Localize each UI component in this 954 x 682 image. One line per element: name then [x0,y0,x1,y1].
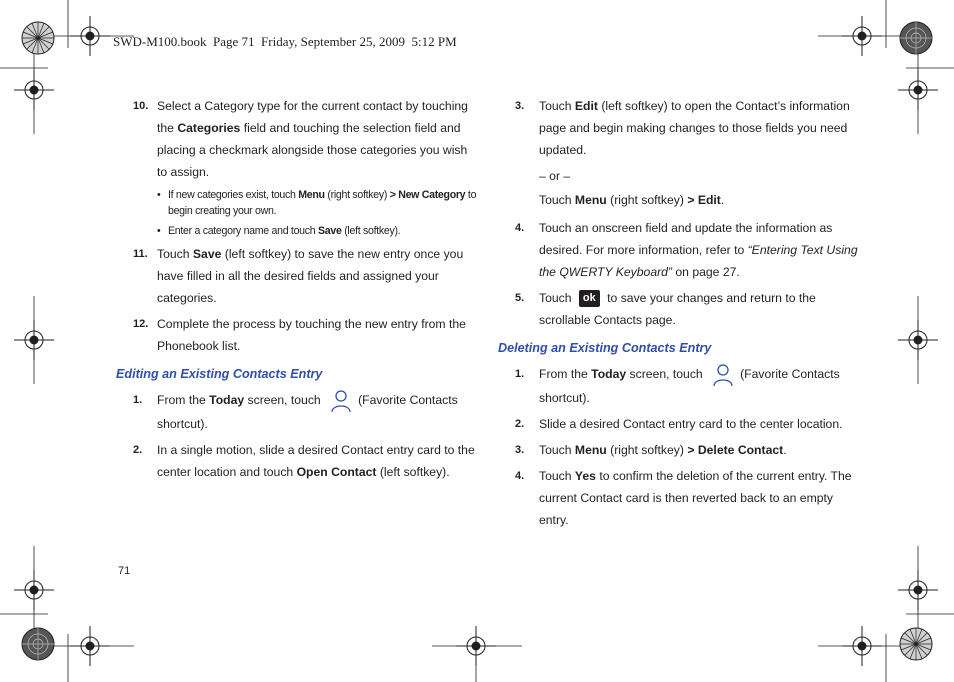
step-11: 11. Touch Save (left softkey) to save the new entry once you have filled in all the desired fields and assigned your categories. [118,243,478,309]
step-number: 11. [133,248,148,260]
step-4: 4. Touch an onscreen field and update the information as desired. For more information, refer to “Entering Text Using the QWERTY Keyboard” on page 27. [500,217,860,283]
step-5: 5. Touch ok to save your changes and return to the scrollable Contacts page. [500,287,860,331]
color-dial-icon [22,628,54,660]
step-number: 2. [515,418,525,430]
person-outline-icon [330,389,352,413]
color-dial-icon [900,22,932,54]
or-separator: – or – [539,169,571,183]
step-number: 1. [515,368,525,380]
delete-step-1: 1. From the Today screen, touch (Favorite Contacts shortcut). [500,363,860,409]
page-number: 71 [118,565,131,577]
delete-step-3: 3. Touch Menu (right softkey) > Delete Contact. [500,439,860,461]
step-number: 5. [515,292,525,304]
step-3: 3. Touch Edit (left softkey) to open the Contact’s information page and begin making changes to those fields you need updated. [500,95,860,161]
bullet-enter-category: • Enter a category name and touch Save (left softkey). [157,225,401,237]
delete-step-2: 2. Slide a desired Contact entry card to the center location. [500,413,860,435]
step-number: 4. [515,222,525,234]
page-header: SWD-M100.book Page 71 Friday, September 25, 2009 5:12 PM [113,34,457,49]
step-number: 10. [133,100,149,112]
color-dial-icon [900,628,932,660]
delete-step-4: 4. Touch Yes to confirm the deletion of the current entry. The current Contact card is then reverted back to an empty entry. [500,465,860,531]
person-outline-icon [712,363,734,387]
bullet-new-category: • If new categories exist, touch Menu (right softkey) > New Category to begin creating your own. [157,189,477,217]
section-heading-editing: Editing an Existing Contacts Entry [116,367,323,381]
step-number: 3. [515,444,525,456]
step-number: 1. [133,394,143,406]
color-dial-icon [22,22,54,54]
edit-step-1: 1. From the Today screen, touch (Favorite Contacts shortcut). [118,389,478,435]
left-column [118,95,478,487]
step-number: 2. [133,444,143,456]
alt-step: Touch Menu (right softkey) > Edit. [539,193,725,207]
step-number: 12. [133,318,149,330]
right-column [500,95,860,535]
step-10: 10. Select a Category type for the current contact by touching the Categories field and touching the selection field and placing a checkmark alongside those categories you wish to assign. [118,95,478,183]
step-number: 3. [515,100,525,112]
edit-step-2: 2. In a single motion, slide a desired Contact entry card to the center location and touch Open Contact (left softkey). [118,439,478,483]
step-number: 4. [515,470,525,482]
step-12: 12. Complete the process by touching the new entry from the Phonebook list. [118,313,478,357]
section-heading-deleting: Deleting an Existing Contacts Entry [498,341,712,355]
ok-button-icon: ok [579,290,600,307]
